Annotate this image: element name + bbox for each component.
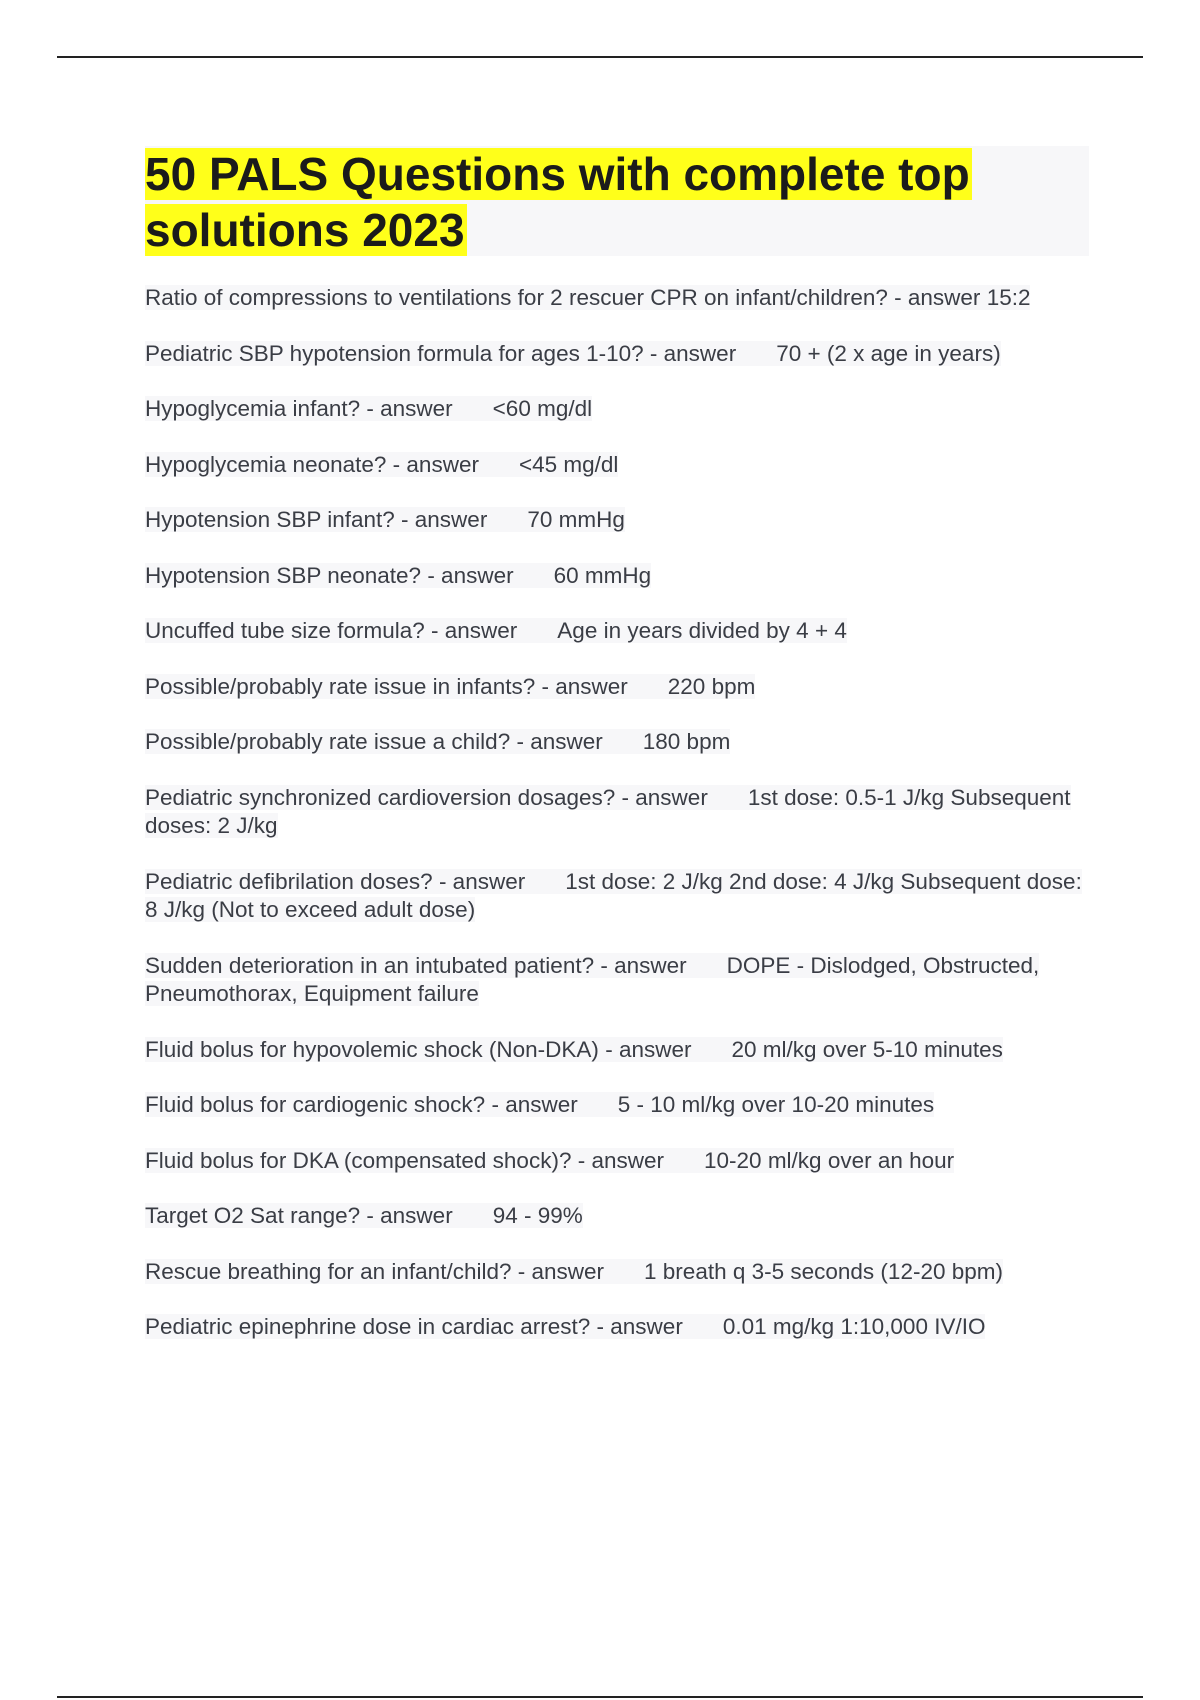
answer: 1st dose: 0.5-1 J/kg Subsequent doses: 2 J/kg — [145, 784, 1071, 838]
qa-text — [145, 618, 847, 643]
answer-marker: - answer — [431, 618, 518, 643]
answer-marker: - answer — [401, 507, 488, 532]
qa-text — [145, 1037, 1003, 1062]
qa-text — [145, 396, 592, 421]
qa-item — [145, 284, 1095, 313]
question: Pediatric defibrilation doses? — [145, 868, 433, 894]
question: Uncuffed tube size formula? — [145, 618, 425, 643]
document-title — [145, 146, 1089, 258]
answer-marker: - answer — [438, 868, 526, 894]
qa-item — [145, 1036, 1095, 1065]
qa-item — [145, 617, 1095, 646]
answer-marker: - answer — [392, 451, 479, 477]
qa-item — [145, 395, 1095, 424]
qa-text — [145, 674, 755, 699]
qa-text — [145, 1203, 583, 1228]
answer-marker: - answer — [491, 1092, 578, 1117]
question: Hypotension SBP neonate? — [145, 562, 422, 588]
answer: 10-20 ml/kg over an hour — [704, 1147, 955, 1173]
answer: DOPE - Dislodged, Obstructed, Pneumothorax, Equipment failure — [145, 952, 1040, 1006]
answer: 70 mmHg — [527, 507, 625, 532]
qa-text — [145, 785, 1071, 839]
qa-item — [145, 562, 1095, 591]
answer-marker: - answer — [894, 285, 981, 310]
answer-marker: - answer — [600, 952, 687, 978]
question: Ratio of compressions to ventilations for 2 rescuer CPR on infant/children? — [145, 285, 888, 310]
answer-marker: - answer — [366, 396, 453, 421]
answer-marker: - answer — [517, 1258, 605, 1284]
answer: 1st dose: 2 J/kg 2nd dose: 4 J/kg Subsequent dose: 8 J/kg (Not to exceed adult dose) — [145, 868, 1082, 922]
qa-item — [145, 1147, 1095, 1176]
qa-item — [145, 506, 1095, 535]
qa-text — [145, 869, 1082, 923]
answer-marker: - answer — [427, 562, 514, 588]
qa-item — [145, 673, 1095, 702]
answer: 70 + (2 x age in years) — [776, 340, 1001, 366]
question: Sudden deterioration in an intubated patient? — [145, 952, 595, 978]
question: Fluid bolus for hypovolemic shock (Non-DKA) — [145, 1036, 599, 1062]
qa-item — [145, 728, 1095, 757]
answer-marker: - answer — [596, 1314, 683, 1339]
qa-text — [145, 729, 730, 754]
answer: 94 - 99% — [492, 1203, 583, 1228]
question: Pediatric epinephrine dose in cardiac arrest? — [145, 1314, 591, 1339]
answer: 15:2 — [986, 285, 1031, 310]
qa-item — [145, 868, 1095, 925]
answer-marker: - answer — [577, 1147, 665, 1173]
answer-marker: - answer — [621, 784, 708, 810]
question: Possible/probably rate issue in infants? — [145, 673, 536, 699]
answer: 1 breath q 3-5 seconds (12-20 bpm) — [644, 1258, 1003, 1284]
question: Pediatric synchronized cardioversion dosages? — [145, 784, 616, 810]
answer-marker: - answer — [541, 673, 628, 699]
answer: 220 bpm — [667, 673, 756, 699]
qa-text — [145, 1148, 954, 1173]
qa-item — [145, 1091, 1095, 1120]
question: Fluid bolus for cardiogenic shock? — [145, 1092, 486, 1117]
qa-item — [145, 784, 1095, 841]
question: Possible/probably rate issue a child? — [145, 729, 511, 754]
answer-marker: - answer — [366, 1203, 453, 1228]
qa-text — [145, 452, 618, 477]
answer: 0.01 mg/kg 1:10,000 IV/IO — [722, 1314, 986, 1339]
answer-marker: - answer — [649, 340, 737, 366]
qa-item — [145, 1258, 1095, 1287]
answer: <45 mg/dl — [518, 451, 619, 477]
question: Hypotension SBP infant? — [145, 507, 395, 532]
document-title-text: 50 PALS Questions with complete top solutions 2023 — [145, 148, 970, 256]
qa-text — [145, 285, 1030, 310]
qa-list — [145, 284, 1095, 1369]
answer-marker: - answer — [516, 729, 603, 754]
answer: Age in years divided by 4 + 4 — [557, 618, 847, 643]
question: Pediatric SBP hypotension formula for ages 1-10? — [145, 340, 644, 366]
question: Fluid bolus for DKA (compensated shock)? — [145, 1147, 572, 1173]
qa-item — [145, 340, 1095, 369]
answer: 180 bpm — [642, 729, 731, 754]
answer: 5 - 10 ml/kg over 10-20 minutes — [617, 1092, 935, 1117]
question: Target O2 Sat range? — [145, 1203, 361, 1228]
qa-item — [145, 1202, 1095, 1231]
header-rule — [57, 56, 1143, 58]
answer-marker: - answer — [605, 1036, 692, 1062]
footer-rule — [57, 1696, 1143, 1698]
answer: 20 ml/kg over 5-10 minutes — [731, 1036, 1003, 1062]
qa-text — [145, 563, 651, 588]
qa-text — [145, 953, 1039, 1007]
title-block — [145, 146, 1089, 256]
answer: 60 mmHg — [553, 562, 652, 588]
qa-text — [145, 1259, 1003, 1284]
qa-text — [145, 507, 625, 532]
question: Hypoglycemia neonate? — [145, 451, 387, 477]
answer: <60 mg/dl — [492, 396, 593, 421]
qa-text — [145, 341, 1001, 366]
question: Rescue breathing for an infant/child? — [145, 1258, 512, 1284]
qa-item — [145, 1313, 1095, 1342]
question: Hypoglycemia infant? — [145, 396, 361, 421]
qa-text — [145, 1314, 985, 1339]
qa-item — [145, 451, 1095, 480]
qa-text — [145, 1092, 934, 1117]
qa-item — [145, 952, 1095, 1009]
